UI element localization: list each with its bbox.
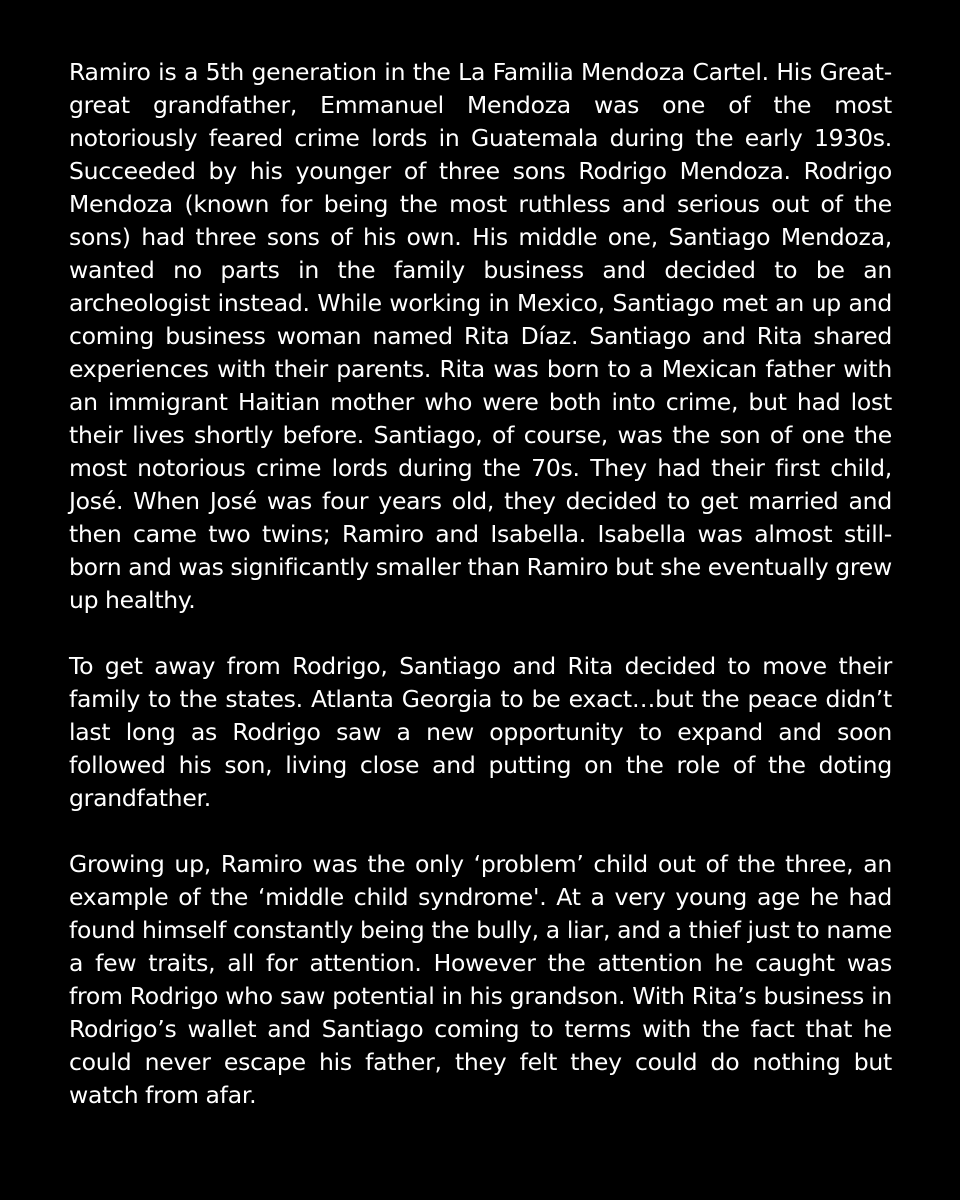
document-body [69,56,892,1112]
paragraph-move-to-atlanta: To get away from Rodrigo, Santiago and Rita decided to move their family to the states. Atlanta Georgia to be exact…but the peace didn’t last long as Rodrigo saw a new opportunity to expand and soon followed his son, living close and putting on the role of the doting grandfather. [69,652,892,812]
paragraph-growing-up: Growing up, Ramiro was the only ‘problem’ child out of the three, an example of the ‘middle child syndrome'. At a very young age he had found himself constantly being the bully, a liar, and a thief just to name a few traits, all for attention. However the attention he caught was from Rodrigo who saw potential in his grandson. With Rita’s business in Rodrigo’s wallet and Santiago coming to terms with the fact that he could never escape his father, they felt they could do nothing but watch from afar. [69,850,892,1109]
paragraph-family-history: Ramiro is a 5th generation in the La Familia Mendoza Cartel. His Great-great grandfather, Emmanuel Mendoza was one of the most notoriously feared crime lords in Guatemala during the early 1930s. Succeeded by his younger of three sons Rodrigo Mendoza. Rodrigo Mendoza (known for being the most ruthless and serious out of the sons) had three sons of his own. His middle one, Santiago Mendoza, wanted no parts in the family business and decided to be an archeologist instead. While working in Mexico, Santiago met an up and coming business woman named Rita Díaz. Santiago and Rita shared experiences with their parents. Rita was born to a Mexican father with an immigrant Haitian mother who were both into crime, but had lost their lives shortly before. Santiago, of course, was the son of one the most notorious crime lords during the 70s. They had their first child, José. When José was four years old, they decided to get married and then came two twins; Ramiro and Isabella. Isabella was almost still-born and was significantly smaller than Ramiro but she eventually grew up healthy. [69,58,892,614]
